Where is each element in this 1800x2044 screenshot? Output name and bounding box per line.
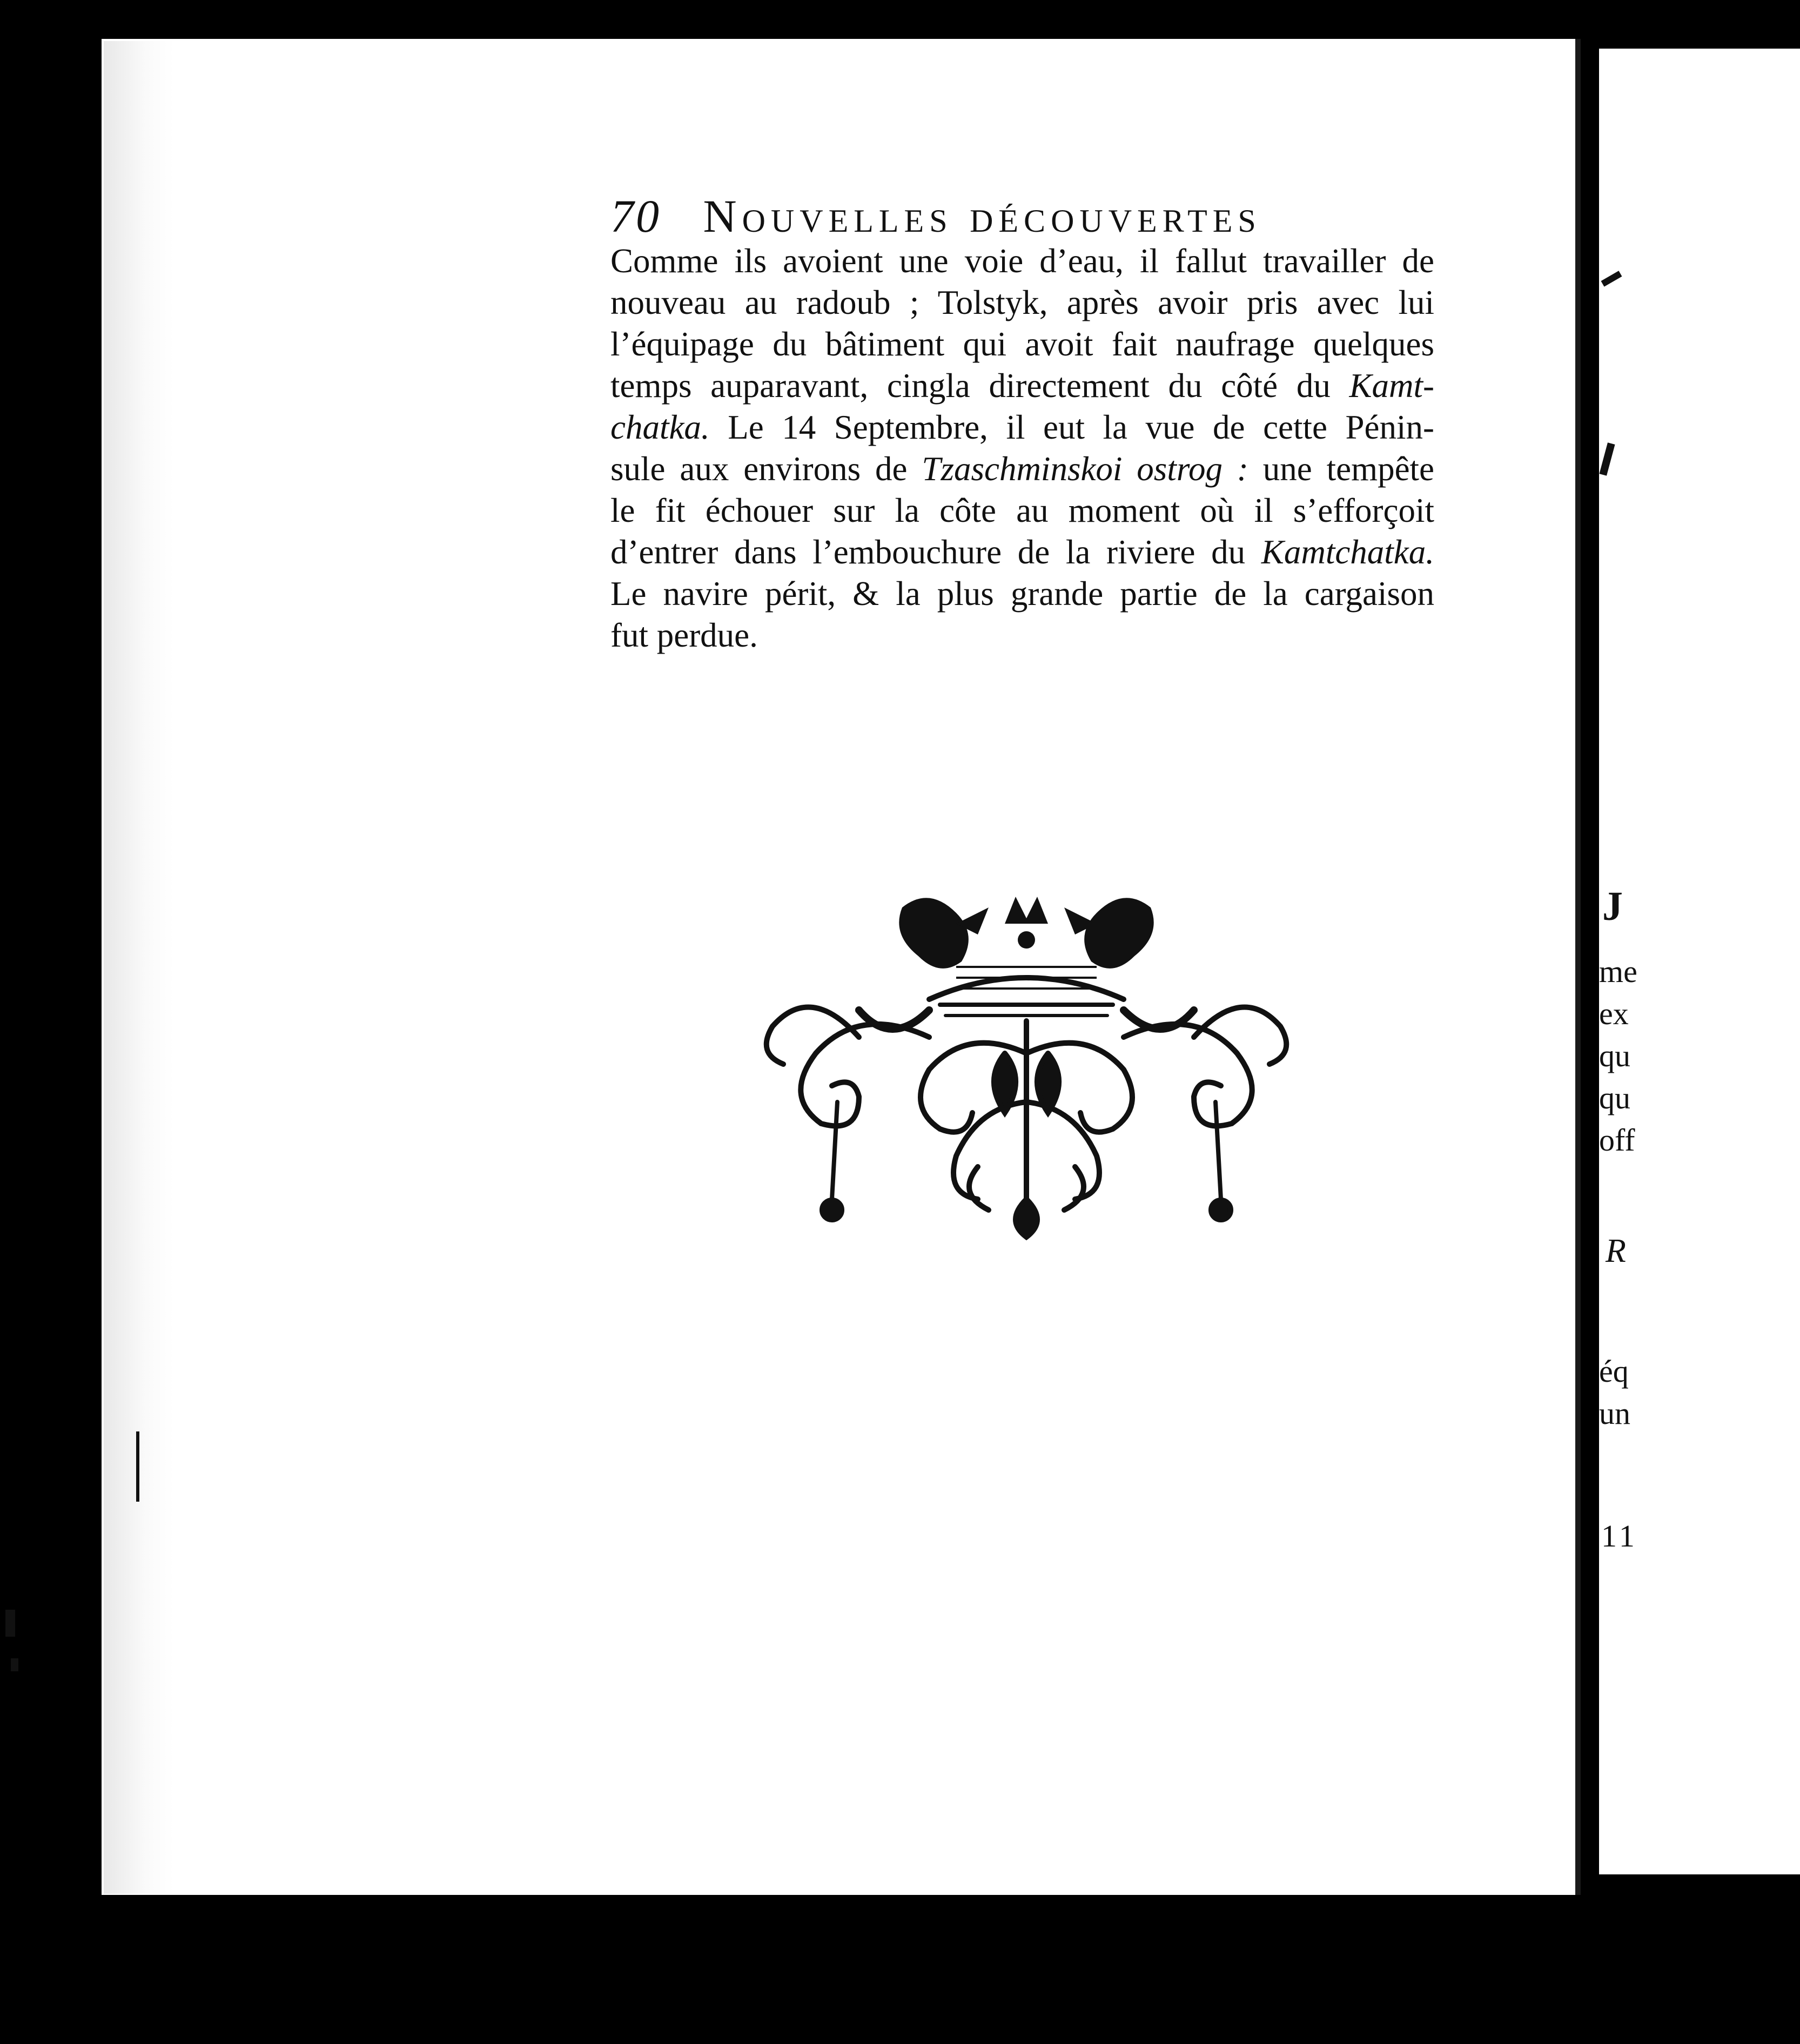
running-header — [610, 189, 1261, 243]
right-page-fragment: off — [1599, 1122, 1635, 1158]
tailpiece-ornament — [751, 875, 1302, 1242]
text-line: d’entrer dans l’embouchure de la riviere du Kamtchatka. — [610, 533, 1434, 571]
right-page-fragment: qu — [1599, 1038, 1630, 1073]
text-line: chatka. Le 14 Septembre, il eut la vue de cette Pénin- — [610, 408, 1434, 446]
right-page-fragment: un — [1599, 1396, 1630, 1431]
page-number: 70 — [610, 190, 661, 242]
right-page-fragment: 11 — [1601, 1518, 1638, 1554]
text-line: nouveau au radoub ; Tolstyk, après avoir pris avec lui — [610, 284, 1434, 321]
ink-mark — [1601, 271, 1622, 286]
text-line: temps auparavant, cingla directement du côté du Kamt- — [610, 367, 1434, 405]
ink-mark — [11, 1658, 18, 1671]
text-line: l’équipage du bâtiment qui avoit fait naufrage quelques — [610, 325, 1434, 363]
running-title: Nouvelles découvertes — [703, 190, 1261, 242]
text-line: fut perdue. — [610, 616, 758, 654]
right-page — [1599, 49, 1800, 1874]
right-page-fragment: me — [1599, 954, 1637, 989]
text-line: le fit échouer sur la côte au moment où il s’efforçoit — [610, 492, 1434, 529]
text-line: Le navire périt, & la plus grande partie de la cargaison — [610, 575, 1434, 613]
text-line: Comme ils avoient une voie d’eau, il fallut travailler de — [610, 242, 1434, 280]
page-edge — [104, 41, 174, 1894]
body-paragraph — [610, 240, 1434, 656]
ink-mark — [5, 1610, 15, 1637]
right-page-fragment: J — [1602, 884, 1623, 929]
right-page-fragment: qu — [1599, 1080, 1630, 1115]
right-page-fragment: R — [1606, 1233, 1626, 1269]
right-page-fragment: ex — [1599, 996, 1629, 1031]
ink-mark — [1599, 442, 1615, 476]
binding-mark — [136, 1431, 139, 1502]
text-line: sule aux environs de Tzaschminskoi ostrog : une tempête — [610, 450, 1434, 488]
right-page-fragment: éq — [1599, 1354, 1629, 1389]
